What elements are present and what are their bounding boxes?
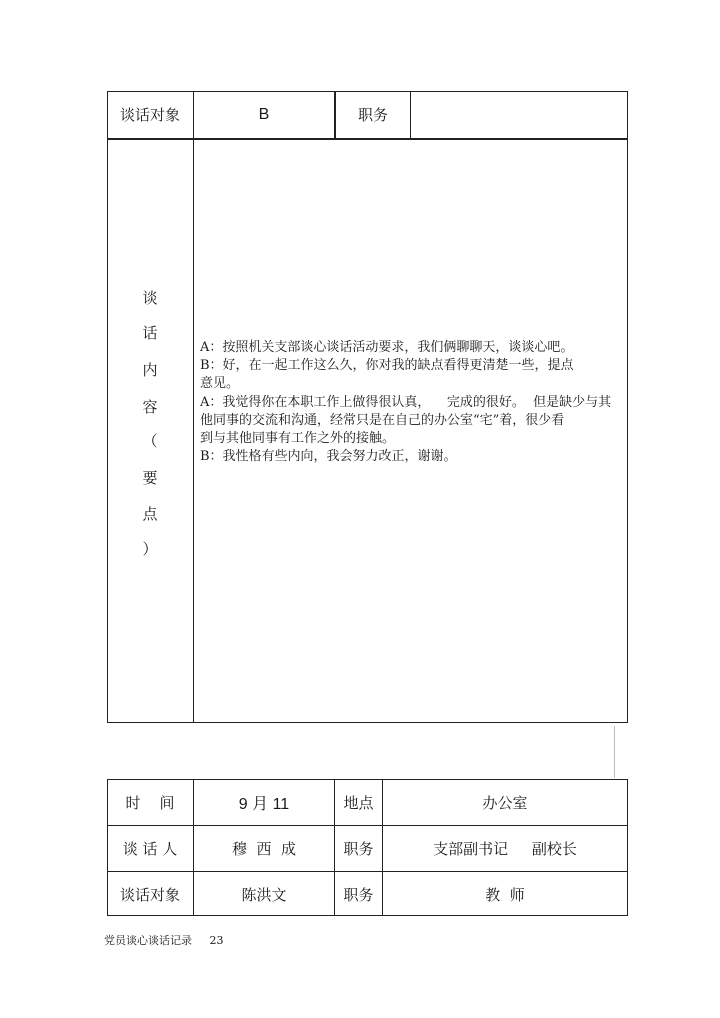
content-label-char: 话	[142, 324, 158, 342]
interviewee-position-value: 教 师	[485, 885, 525, 904]
talker-value: 穆 西 成	[231, 840, 297, 858]
interviewee-position-label: 职务	[343, 885, 374, 904]
time-value: 9 月 11	[238, 795, 290, 813]
content-line: B：我性格有些内向，我会努力改正，谢谢。	[200, 449, 457, 465]
talker-position-label: 职务	[343, 840, 374, 858]
page-number: 23	[209, 934, 224, 947]
position-label: 职务	[357, 106, 388, 124]
content-line: A：我觉得你在本职工作上做得很认真， 完成的很好。 但是缺少与其	[200, 394, 612, 410]
time-label: 时 间	[125, 793, 175, 812]
header-row-divider	[107, 138, 628, 140]
subject-label: 谈话对象	[119, 106, 180, 124]
place-label: 地点	[343, 793, 374, 812]
content-label-char: 点	[142, 505, 158, 523]
label-column-divider	[193, 91, 194, 723]
interviewee-label: 谈话对象	[119, 885, 180, 904]
subject-value: B	[258, 105, 270, 123]
talker-label: 谈 话 人	[122, 840, 178, 858]
position-value	[411, 91, 627, 138]
page-edge-line	[614, 726, 615, 778]
content-label-char: 内	[142, 361, 158, 379]
interviewee-value: 陈洪文	[241, 885, 287, 904]
content-line: 意见。	[200, 376, 240, 392]
content-label-char: （	[142, 432, 158, 450]
content-body	[200, 339, 618, 466]
footer-title: 党员谈心谈话记录	[104, 934, 192, 947]
content-label-char: 容	[142, 398, 158, 416]
content-line: A：按照机关支部谈心谈话活动要求，我们俩聊聊天，谈谈心吧。	[200, 340, 574, 355]
content-label-char: 要	[142, 469, 158, 487]
place-value: 办公室	[482, 793, 528, 812]
content-line: 到与其他同事有工作之外的接触。	[200, 431, 396, 447]
page-footer	[104, 932, 224, 948]
content-label-char: ）	[142, 540, 158, 558]
talker-position-value: 支部副书记 副校长	[433, 840, 577, 858]
content-label-char: 谈	[142, 289, 158, 307]
content-line: 他同事的交流和沟通，经常只是在自己的办公室“宅”着，很少看	[200, 412, 565, 428]
content-line: B：好，在一起工作这么久，你对我的缺点看得更清楚一些，提点	[200, 358, 574, 374]
